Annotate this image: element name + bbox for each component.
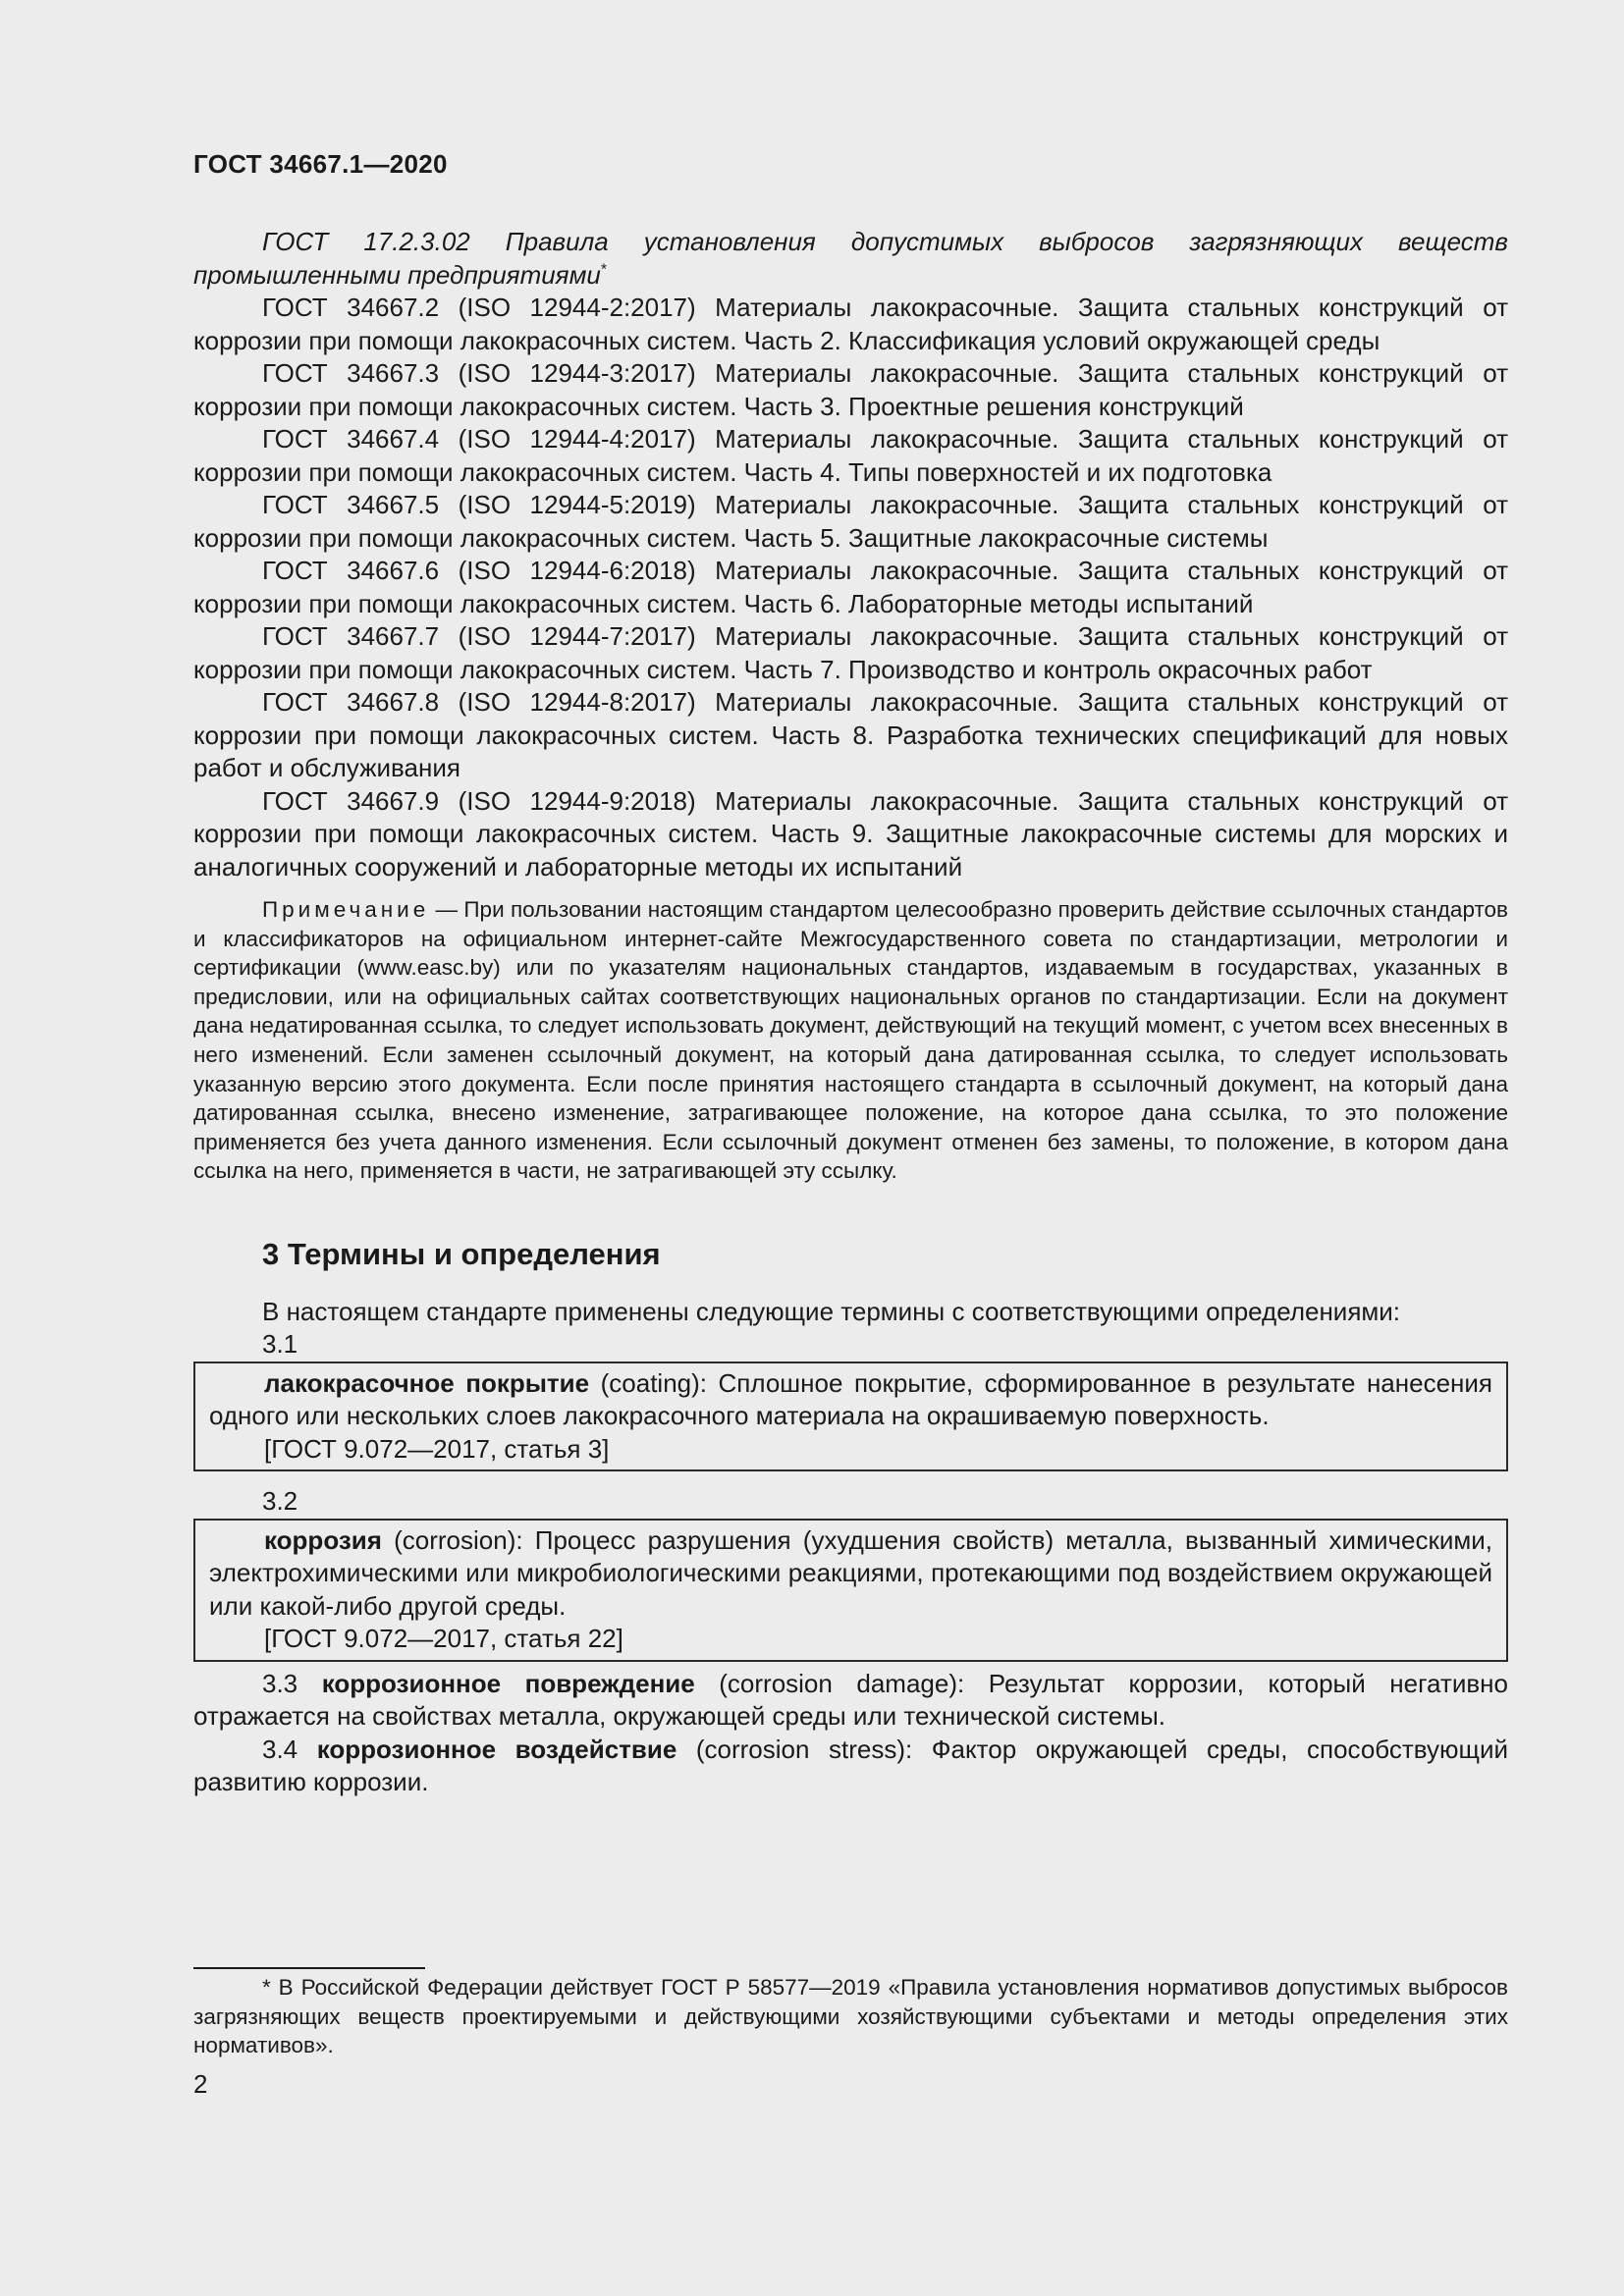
term-definition [193, 1734, 1508, 1799]
term-text: (corrosion): Процесс разрушения (ухудшения свойств) металла, вызванный химическими, электрохимическими или микробиологическими реакциями, протекающими под воздействием окружающей или какой-либо другой среды. [209, 1524, 1492, 1621]
term-text: (coating): Сплошное покрытие, сформированное в результате нанесения одного или нескольких слоев лакокрасочного материала на окрашиваемую поверхность. [209, 1367, 1493, 1431]
term-definition [209, 1524, 1492, 1624]
ref-item: ГОСТ 34667.3 (ISO 12944-3:2017) Материалы лакокрасочные. Защита стальных конструкций от коррозии при помощи лакокрасочных систем. Часть 3. Проектные решения конструкций [193, 358, 1508, 421]
note [193, 895, 1508, 1186]
term-box [193, 1362, 1508, 1472]
document-body [193, 226, 1508, 1799]
note-text: — При пользовании настоящим стандартом целесообразно проверить действие ссылочных стандартов и классификаторов на официальном интернет-сайте Межгосударственного совета по стандартизации, метрологии и сертификации (www.easc.by) или по указателям национальных стандартов, издаваемым в государствах, указанных в предисловии, или на официальных сайтах соответствующих национальных органов по стандартизации. Если на документ дана недатированная ссылка, то следует использовать документ, действующий на текущий момент, с учетом всех внесенных в него изменений. Если заменен ссылочный документ, на который дана датированная ссылка, то следует использовать указанную версию этого документа. Если после принятия настоящего стандарта в ссылочный документ, на который дана датированная ссылка, внесено изменение, затрагивающее положение, на которое дана ссылка, то это положение применяется без учета данного изменения. Если ссылочный документ отменен без замены, то положение, в котором дана ссылка на него, применяется в части, не затрагивающей эту ссылку. [193, 897, 1508, 1184]
footnote-marker: * [600, 260, 608, 278]
ref-item [193, 226, 1508, 292]
ref-item: ГОСТ 34667.5 (ISO 12944-5:2019) Материалы лакокрасочные. Защита стальных конструкций от коррозии при помощи лакокрасочных систем. Часть 5. Защитные лакокрасочные системы [193, 490, 1508, 553]
ref-item: ГОСТ 34667.8 (ISO 12944-8:2017) Материалы лакокрасочные. Защита стальных конструкций от коррозии при помощи лакокрасочных систем. Часть 8. Разработка технических спецификаций для новых работ и обслуживания [193, 687, 1508, 782]
term-number: 3.4 [262, 1734, 298, 1764]
page-number: 2 [193, 2069, 208, 2099]
term-text: (corrosion damage): Результат коррозии, который негативно отражается на свойствах металла, окружающей среды или технической системы. [193, 1668, 1508, 1732]
footnote-rule [193, 1967, 425, 1969]
term-definition [193, 1668, 1508, 1734]
term-name: коррозионное повреждение [321, 1668, 695, 1698]
term-source: [ГОСТ 9.072—2017, статья 22] [264, 1624, 623, 1654]
section-title: 3 Термины и определения [262, 1236, 661, 1271]
term-definition [209, 1367, 1492, 1433]
term-source: [ГОСТ 9.072—2017, статья 3] [264, 1433, 610, 1464]
term-box [193, 1519, 1508, 1662]
ref-item: ГОСТ 34667.4 (ISO 12944-4:2017) Материалы лакокрасочные. Защита стальных конструкций от коррозии при помощи лакокрасочных систем. Часть 4. Типы поверхностей и их подготовка [193, 424, 1508, 487]
ref-item: ГОСТ 34667.9 (ISO 12944-9:2018) Материалы лакокрасочные. Защита стальных конструкций от коррозии при помощи лакокрасочных систем. Часть 9. Защитные лакокрасочные системы для морских и аналогичных сооружений и лабораторные методы их испытаний [193, 785, 1508, 881]
term-name: коррозионное воздействие [316, 1734, 677, 1764]
term-number: 3.3 [262, 1668, 298, 1698]
note-label: Примечание [262, 897, 430, 922]
ref-item: ГОСТ 34667.2 (ISO 12944-2:2017) Материалы лакокрасочные. Защита стальных конструкций от коррозии при помощи лакокрасочных систем. Часть 2. Классификация условий окружающей среды [193, 293, 1508, 355]
document-header: ГОСТ 34667.1—2020 [193, 149, 448, 179]
term-name: лакокрасочное покрытие [264, 1367, 590, 1398]
term-name: коррозия [264, 1524, 382, 1555]
term-number: 3.1 [262, 1329, 298, 1360]
ref-item: ГОСТ 34667.7 (ISO 12944-7:2017) Материалы лакокрасочные. Защита стальных конструкций от коррозии при помощи лакокрасочных систем. Часть 7. Производство и контроль окрасочных работ [193, 621, 1508, 684]
section-lead: В настоящем стандарте применены следующие термины с соответствующими определениями: [262, 1296, 1401, 1326]
ref-item: ГОСТ 34667.6 (ISO 12944-6:2018) Материалы лакокрасочные. Защита стальных конструкций от коррозии при помощи лакокрасочных систем. Часть 6. Лабораторные методы испытаний [193, 556, 1508, 618]
footnote: * В Российской Федерации действует ГОСТ Р 58577—2019 «Правила установления нормативов допустимых выбросов загрязняющих веществ проектируемыми и действующими хозяйствующими субъектами и методы определения этих нормативов». [193, 1975, 1508, 2058]
term-number: 3.2 [262, 1486, 298, 1517]
ref-text: ГОСТ 17.2.3.02 Правила установления допустимых выбросов загрязняющих веществ промышленными предприятиями [193, 227, 1508, 290]
term-text: (corrosion stress): Фактор окружающей среды, способствующий развитию коррозии. [193, 1734, 1508, 1797]
